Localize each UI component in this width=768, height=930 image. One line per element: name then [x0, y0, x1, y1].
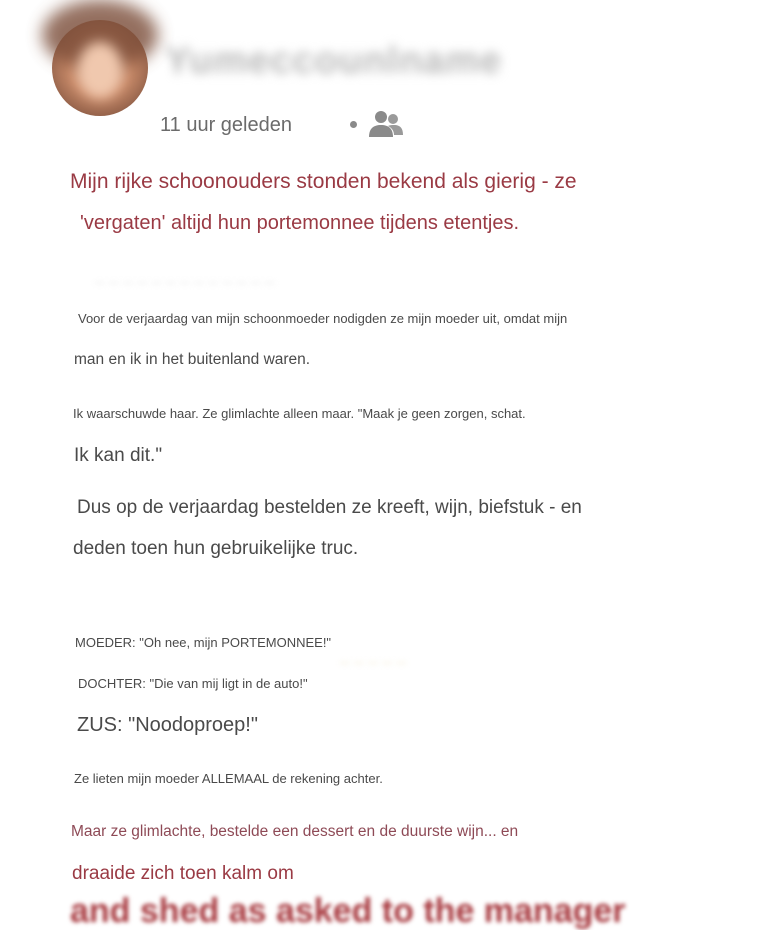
background-ghost-text: _ _ _ _ _ _ _ _ _ _ _ _ _	[95, 265, 275, 284]
people-icon[interactable]	[368, 109, 404, 139]
post-title-line-1: Mijn rijke schoonouders stonden bekend als gierig - ze	[70, 170, 577, 193]
body-text-highlight: draaide zich toen kalm om	[72, 863, 294, 884]
quote-mother: MOEDER: "Oh nee, mijn PORTEMONNEE!"	[75, 635, 332, 650]
body-text: Ik kan dit."	[74, 445, 163, 466]
body-text: Voor de verjaardag van mijn schoonmoeder nodigden ze mijn moeder uit, omdat mijn	[78, 311, 568, 326]
cut-off-text	[70, 892, 690, 930]
post-title-line-2: 'vergaten' altijd hun portemonnee tijdens etentjes.	[80, 212, 520, 234]
quote-sister: ZUS: "Noodoproep!"	[77, 714, 258, 736]
body-text: man en ik in het buitenland waren.	[74, 351, 311, 368]
author-name[interactable]: Yumeccounlname	[165, 40, 503, 82]
cut-off-line: and shed as asked to the manager	[70, 892, 626, 930]
avatar-face	[78, 42, 122, 98]
body-text: Ze lieten mijn moeder ALLEMAAL de rekening achter.	[74, 771, 383, 786]
body-text: deden toen hun gebruikelijke truc.	[73, 538, 359, 559]
body-text: Dus op de verjaardag bestelden ze kreeft, wijn, biefstuk - en	[77, 497, 582, 518]
post-timestamp[interactable]: 11 uur geleden	[160, 114, 292, 136]
avatar[interactable]	[52, 20, 148, 116]
quote-daughter: DOCHTER: "Die van mij ligt in de auto!"	[78, 676, 308, 691]
body-text-highlight: Maar ze glimlachte, bestelde een dessert en de duurste wijn... en	[71, 823, 519, 840]
separator-dot	[350, 121, 357, 128]
body-text: Ik waarschuwde haar. Ze glimlachte alleen maar. "Maak je geen zorgen, schat.	[73, 406, 526, 421]
background-ghost-text: _ _ _ _ _	[340, 645, 407, 664]
